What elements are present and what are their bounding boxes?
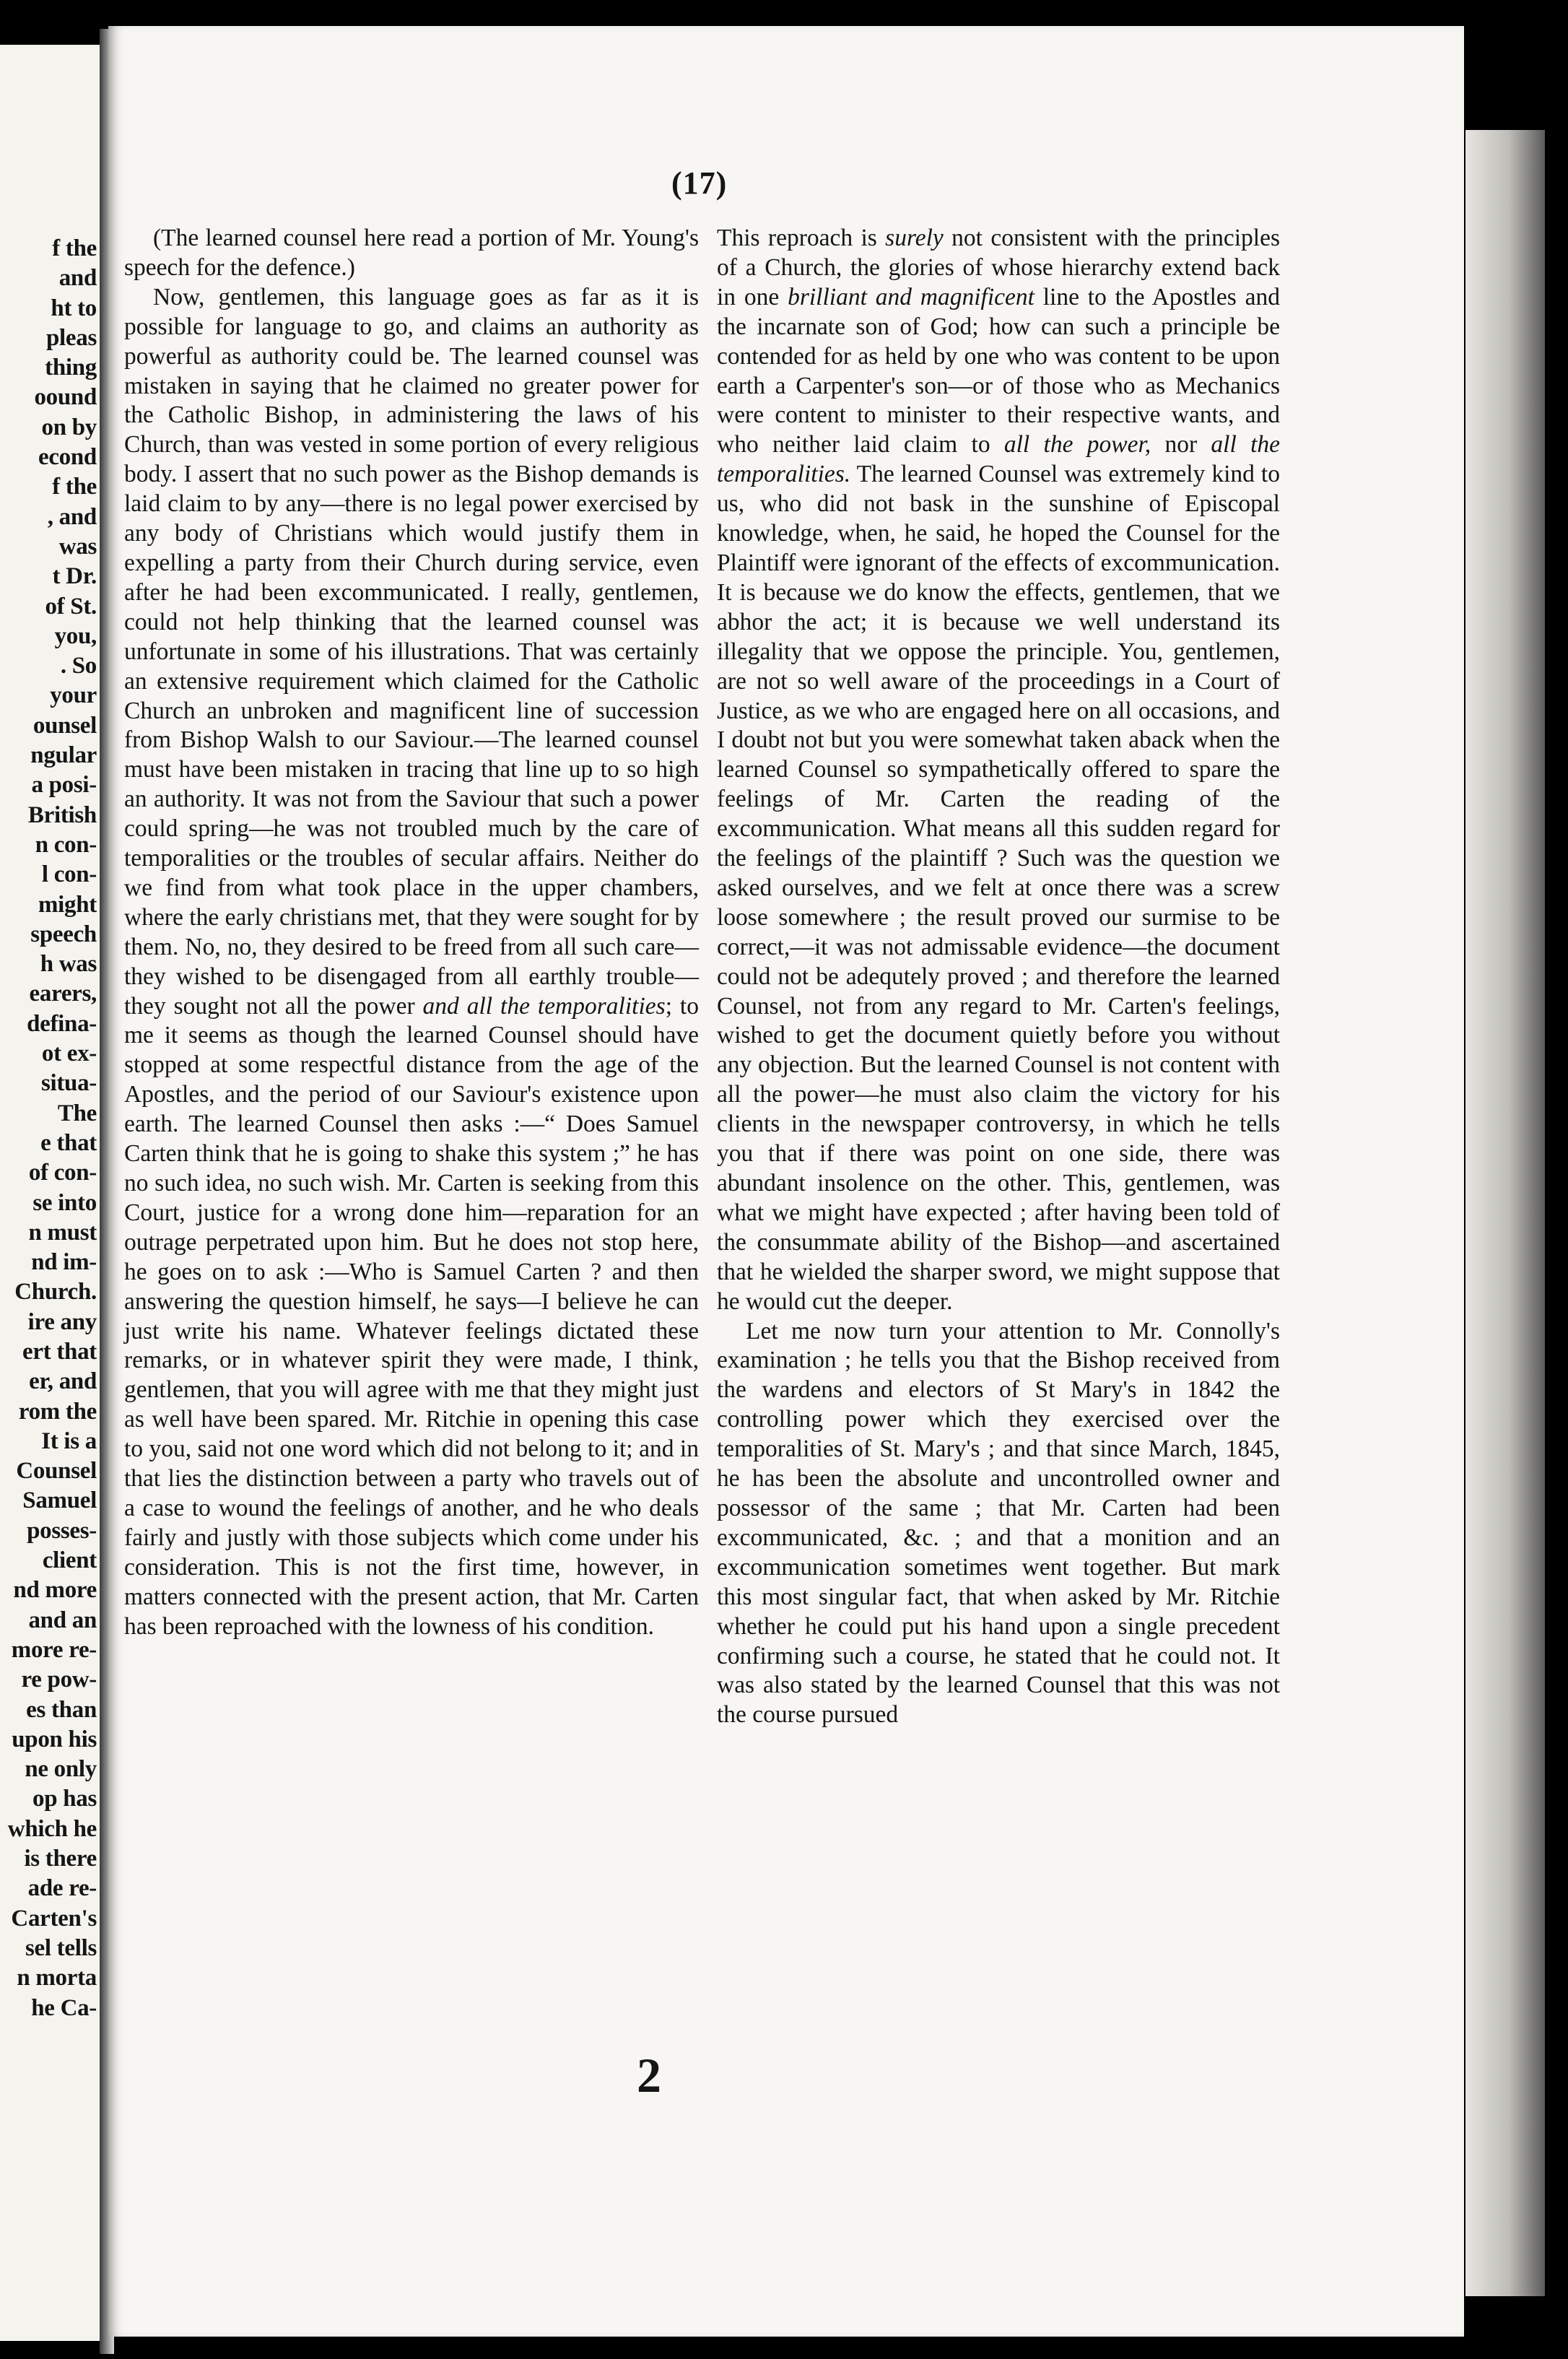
left-column	[124, 224, 699, 1642]
previous-page-fragment: ade re-	[27, 1875, 97, 1902]
previous-page-fragment: It is a	[41, 1428, 97, 1454]
previous-page-fragment: ht to	[51, 295, 97, 321]
previous-page-fragment: was	[58, 533, 97, 560]
previous-page-fragment: t Dr.	[52, 563, 97, 590]
text-run: Now, gentlemen, this language goes as far as it is possible for language to go, and claims an authority as powerful as authority could be. The learned counsel was mistaken in saying that he claimed no greater power for the Catholic Bishop, in administering the laws of his Church, than was vested in some portion of every religious body. I assert that no such power as the Bishop demands is laid claim to by any—there is no legal power exercised by any body of Christians which would justify them in expelling a party from their Church during service, even after he had been excommunicated. I really, gentlemen, could not help thinking that the learned counsel was unfortunate in some of his illustrations. That was certainly an extensive requirement which claimed for the Catholic Church an unbroken and magnificent line of succession from Bishop Walsh to our Saviour.—The learned counsel must have been mistaken in tracing that line up to so high an authority. It was not from the Saviour that such a power could spring—he was not troubled much by the care of temporalities or the troubles of secular affairs. Neither do we find from what took place in the upper chambers, where the early christians met, that they were sought for by them. No, no, they desired to be freed from all such care—they wished to be disengaged from all earthly trouble—they sought not all the power	[124, 283, 699, 1020]
previous-page-fragment: . So	[60, 653, 97, 679]
text-run: ; to me it seems as though the learned Counsel should have stopped at some respectful distance from the age of the Apostles, and the period of our Saviour's existence upon earth. The learned Counsel then asks :—“ Does Samuel Carten think that he is going to shake this system ;” he has no such idea, no such wish. Mr. Carten is seeking from this Court, justice for a wrong done him—reparation for an outrage perpetrated upon him. But he does not stop here, he goes on to ask :—Who is Samuel Carten ? and then answering the question himself, he says—I believe he can just write his name. Whatever feelings dictated these remarks, or in whatever spirit they were made, I think, gentlemen, that you will agree with me that they might just as well have been spared. Mr. Ritchie in opening this case to you, said not one word which did not belong to it; and in that lies the distinction between a party who travels out of a case to wound the feelings of another, and he who deals fairly and justly with those subjects which come under his consideration. This is not the first time, however, in matters connected with the present action, that Mr. Carten has been reproached with the lowness of his condition.	[124, 992, 699, 1640]
previous-page-fragment: se into	[32, 1189, 97, 1216]
text-run: This reproach is	[717, 225, 886, 251]
previous-page-fragment: defina-	[27, 1010, 97, 1037]
previous-page-fragment: n con-	[35, 831, 97, 858]
signature-mark: 2	[637, 2048, 661, 2103]
right-paragraph-continued	[717, 224, 1280, 1317]
previous-page-fragment: client	[42, 1547, 97, 1574]
stage-direction: (The learned counsel here read a portion of Mr. Young's speech for the defence.)	[124, 225, 699, 281]
previous-page-strip	[0, 45, 100, 2341]
previous-page-fragment: your	[50, 682, 97, 709]
italic-run: and all the temporalities	[422, 992, 666, 1020]
previous-page-fragment: British	[27, 801, 97, 828]
previous-page-fragment: nd more	[13, 1577, 97, 1604]
previous-page-fragment: re pow-	[21, 1667, 97, 1693]
previous-page-fragment: , and	[47, 503, 97, 530]
text-run: not consistent with the principles of a Church, the glories of whose hierarchy extend back in one	[717, 225, 1280, 310]
previous-page-fragment: a posi-	[31, 772, 97, 799]
previous-page-fragment: and an	[28, 1607, 97, 1633]
previous-page-fragment: ne only	[25, 1756, 97, 1783]
previous-page-fragment: h was	[40, 951, 97, 978]
previous-page-fragment: ot ex-	[41, 1041, 97, 1067]
previous-page-fragment: n morta	[17, 1965, 97, 1991]
left-paragraph	[124, 283, 699, 1642]
previous-page-fragment: econd	[38, 444, 97, 471]
text-run: line to the Apostles and the incarnate son of God; how can such a principle be contended for as held by one who was content to be upon earth a Carpenter's son—or of those who as Mechanics were content to minister to their respective wants, and who neither laid claim to	[717, 283, 1280, 459]
previous-page-fragment: n must	[28, 1219, 97, 1246]
previous-page-fragment: l con-	[41, 861, 97, 888]
previous-page-fragment: upon his	[12, 1726, 97, 1752]
previous-page-fragment: on by	[41, 414, 97, 440]
previous-page-fragment: more re-	[11, 1636, 97, 1663]
page-number: (17)	[671, 165, 728, 201]
previous-page-fragment: es than	[26, 1696, 97, 1723]
right-column	[717, 224, 1280, 1730]
page-edge	[1465, 130, 1545, 2296]
previous-page-fragment: oound	[34, 384, 97, 411]
previous-page-text-fragments	[0, 234, 97, 2023]
previous-page-fragment: you,	[54, 622, 97, 649]
previous-page-fragment: he Ca-	[31, 1994, 97, 2021]
text-run: The learned Counsel was extremely kind to us, who did not bask in the sunshine of Episcopal knowledge, when, he said, he hoped the Counsel for the Plaintiff were ignorant of the effects of excommunication. It is because we do know the effects, gentlemen, that we abhor the act; it is because we well understand its illegality that we oppose the principle. You, gentlemen, are not so well aware of the proceedings in a Court of Justice, as we who are engaged here on all occasions, and I doubt not but you were somewhat taken aback when the learned Counsel so sympathetically offered to spare the feelings of Mr. Carten the reading of the excommunication. What means all this sudden regard for the feelings of the plaintiff ? Such was the question we asked ourselves, and we felt at once there was a screw loose somewhere ; the result proved our surmise to be correct,—it was not admissable evidence—the document could not be adequtely proved ; and therefore the learned Counsel, not from any regard to Mr. Carten's feelings, wished to get the document quietly before you without any objection. But the learned Counsel is not content with all the power—he must also claim the victory for his clients in the newspaper controversy, in which he tells you that if there was point on one side, there was abundant insolence on the other. This, gentlemen, was what we might have expected ; after having been told of the consummate ability of the Bishop—and ascertained that he wielded the sharper sword, we might suppose that he would cut the deeper.	[717, 461, 1280, 1315]
previous-page-fragment: op has	[32, 1786, 97, 1812]
previous-page-fragment: situa-	[40, 1070, 97, 1097]
previous-page-fragment: e that	[40, 1129, 97, 1156]
previous-page-fragment: sel tells	[25, 1934, 97, 1961]
text-run: nor	[1151, 431, 1211, 459]
italic-run: all the power,	[1003, 431, 1151, 459]
previous-page-fragment: posses-	[27, 1517, 97, 1544]
right-paragraph: Let me now turn your attention to Mr. Connolly's examination ; he tells you that the Bishop received from the wardens and electors of St Mary's in 1842 the controlling power which they exercised over the temporalities of St. Mary's ; and that since March, 1845, he has been the absolute and uncontrolled owner and possessor of the same ; that Mr. Carten had been excommunicated, &c. ; and that a monition and an excommunication sometimes went together. But mark this most singular fact, that when asked by Mr. Ritchie whether he could put his hand upon a single precedent confirming such a course, he stated that he could not. It was also stated by the learned Counsel that this was not the course pursued	[717, 1317, 1280, 1729]
previous-page-fragment: f the	[52, 474, 97, 500]
previous-page-fragment: is there	[24, 1846, 97, 1872]
previous-page-fragment: Carten's	[11, 1905, 97, 1932]
previous-page-fragment: and	[58, 265, 97, 292]
previous-page-fragment: er, and	[29, 1368, 97, 1395]
previous-page-fragment: of con-	[28, 1160, 97, 1186]
previous-page-fragment: ire any	[27, 1308, 97, 1335]
previous-page-fragment: f the	[52, 235, 97, 261]
previous-page-fragment: thing	[45, 355, 97, 381]
previous-page-fragment: which he	[7, 1815, 97, 1842]
previous-page-fragment: of St.	[45, 593, 97, 620]
previous-page-fragment: Church.	[14, 1279, 97, 1306]
italic-run: all the temporalities.	[717, 431, 1281, 488]
previous-page-fragment: ert that	[22, 1338, 97, 1365]
previous-page-fragment: The	[57, 1100, 97, 1126]
previous-page-fragment: Samuel	[22, 1487, 97, 1514]
previous-page-fragment: speech	[30, 921, 97, 947]
previous-page-fragment: nd im-	[31, 1249, 97, 1276]
previous-page-fragment: pleas	[45, 324, 97, 351]
italic-run: surely	[885, 225, 944, 251]
previous-page-fragment: earers,	[29, 981, 97, 1007]
previous-page-fragment: ounsel	[32, 712, 97, 739]
previous-page-fragment: might	[38, 891, 97, 918]
previous-page-fragment: Counsel	[16, 1458, 97, 1485]
previous-page-fragment: rom the	[18, 1398, 97, 1425]
previous-page-fragment: ngular	[30, 742, 97, 769]
italic-run: brilliant and magnificent	[788, 283, 1035, 310]
